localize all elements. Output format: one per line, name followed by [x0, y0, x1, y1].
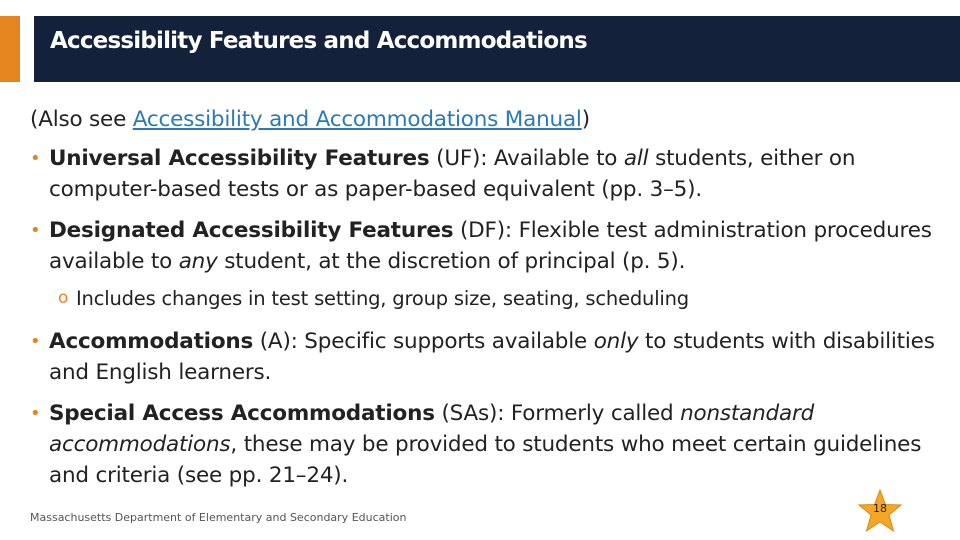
sub-bullet-test-setting [30, 285, 940, 312]
bullet-designated-features [30, 215, 940, 277]
bullet-special-access [30, 398, 940, 491]
bullet-dot-icon: • [30, 331, 41, 352]
bullet-emphasis: only [593, 329, 639, 354]
intro-suffix: ) [581, 107, 590, 132]
footer-organization: Massachusetts Department of Elementary and Secondary Education [30, 511, 407, 524]
bullet-text: , these may be provided to students who meet certain guidelines and criteria (see pp. 21–24). [49, 432, 922, 488]
page-number-badge [857, 488, 903, 534]
bullet-text: students, either on computer-based tests or as paper-based equivalent (pp. 3–5). [49, 146, 856, 202]
manual-link[interactable]: Accessibility and Accommodations Manual [132, 107, 582, 132]
page-number: 18 [873, 502, 887, 515]
bullet-dot-icon: • [30, 403, 41, 424]
bullet-text: to students with disabilities and English learners. [49, 329, 935, 385]
title-accent-bar [0, 16, 20, 82]
slide-title: Accessibility Features and Accommodations [50, 28, 587, 54]
bullet-term: Designated Accessibility Features [49, 218, 454, 243]
bullet-term: Universal Accessibility Features [49, 146, 430, 171]
bullet-emphasis: any [178, 249, 218, 274]
bullet-accommodations [30, 326, 940, 388]
bullet-text: (UF): Available to [429, 146, 624, 171]
bullet-text: (DF): Flexible test administration procedures available to [49, 218, 932, 274]
bullet-dot-icon: • [30, 148, 41, 169]
bullet-text: (A): Specific supports available [253, 329, 594, 354]
intro-line [30, 104, 940, 135]
bullet-term: Accommodations [49, 329, 254, 354]
slide-content [30, 104, 940, 501]
sub-bullet-circle-icon: o [58, 288, 69, 308]
bullet-emphasis: nonstandard accommodations [49, 401, 815, 457]
bullet-text: (SAs): Formerly called [434, 401, 681, 426]
bullet-universal-features [30, 143, 940, 205]
bullet-text: student, at the discretion of principal (p. 5). [217, 249, 686, 274]
bullet-dot-icon: • [30, 220, 41, 241]
bullet-emphasis: all [623, 146, 649, 171]
intro-prefix: (Also see [30, 107, 133, 132]
sub-bullet-text: Includes changes in test setting, group size, seating, scheduling [76, 287, 689, 310]
bullet-term: Special Access Accommodations [49, 401, 435, 426]
